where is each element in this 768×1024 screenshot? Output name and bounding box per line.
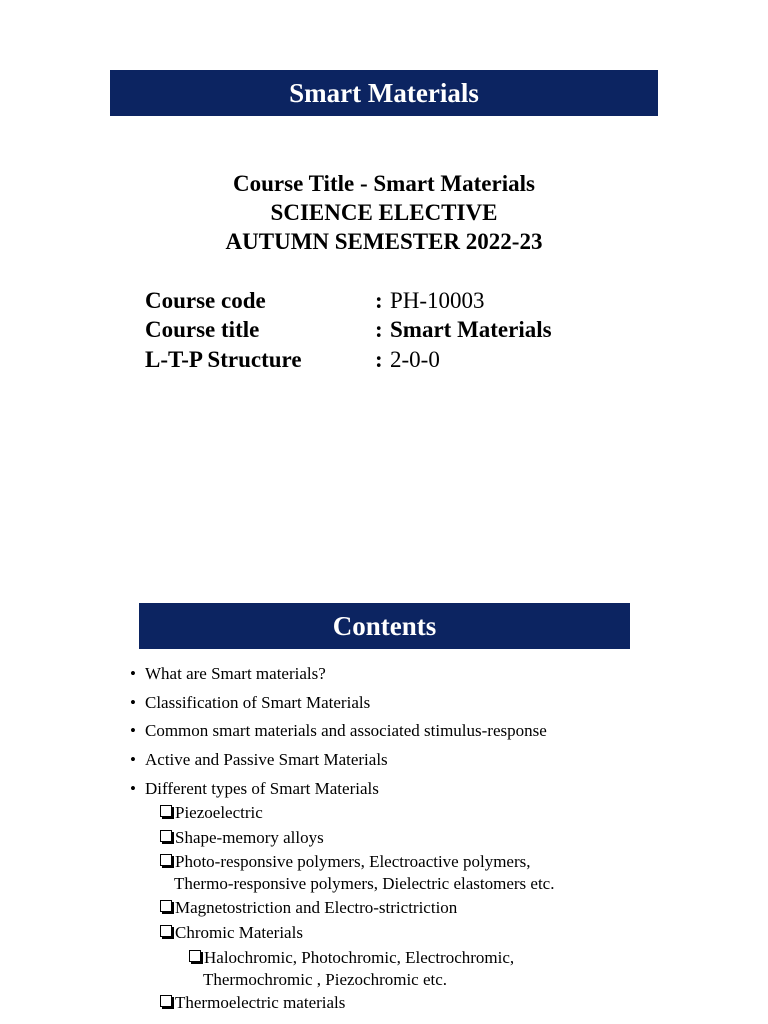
contents-banner (139, 603, 630, 649)
sub-item-text-continued: Thermochromic , Piezochromic etc. (203, 970, 448, 989)
list-item-text: Different types of Smart Materials (145, 779, 379, 798)
course-code-value: PH-10003 (390, 288, 485, 313)
sub-item-text: Halochromic, Photochromic, Electrochromic, (204, 948, 515, 967)
elective-line: SCIENCE ELECTIVE (270, 200, 498, 225)
list-item-text: Classification of Smart Materials (145, 693, 371, 712)
sub-item-text: Photo-responsive polymers, Electroactive polymers, (175, 852, 531, 871)
course-title-line: Course Title - Smart Materials (233, 171, 535, 196)
list-item-text: Active and Passive Smart Materials (145, 750, 388, 769)
sub-list-item (160, 922, 303, 944)
semester-line: AUTUMN SEMESTER 2022-23 (225, 229, 543, 254)
course-title-label: Course title (145, 317, 260, 342)
title-banner-text: Smart Materials (289, 78, 479, 108)
ltp-structure-label: L-T-P Structure (145, 347, 302, 372)
course-title-value: Smart Materials (390, 317, 552, 342)
title-banner (110, 70, 658, 116)
checkbox-bullet-icon (160, 995, 172, 1007)
sub-item-text: Chromic Materials (175, 923, 303, 942)
sub-item-text: Piezoelectric (175, 803, 263, 822)
ltp-structure-value: 2-0-0 (390, 347, 440, 372)
course-code-colon: : (375, 288, 383, 313)
sub-item-text: Thermoelectric materials (175, 993, 346, 1012)
bullet-dot: • (130, 664, 136, 683)
checkbox-bullet-icon (160, 805, 172, 817)
course-title-colon: : (375, 317, 383, 342)
checkbox-bullet-icon (160, 854, 172, 866)
bullet-dot: • (130, 779, 136, 798)
course-code-label: Course code (145, 288, 266, 313)
checkbox-bullet-icon (189, 950, 201, 962)
ltp-structure-colon: : (375, 347, 383, 372)
list-item-text: Common smart materials and associated stimulus-response (145, 721, 547, 740)
bullet-dot: • (130, 721, 136, 740)
sub-list-item (160, 851, 554, 895)
sub-list-item (160, 992, 345, 1014)
contents-banner-text: Contents (332, 611, 437, 641)
sub-list-item (160, 802, 263, 824)
list-item-text: What are Smart materials? (145, 664, 326, 683)
bullet-dot: • (130, 693, 136, 712)
sub-list-item (160, 897, 457, 919)
sub-list-item (160, 827, 324, 849)
checkbox-bullet-icon (160, 900, 172, 912)
checkbox-bullet-icon (160, 925, 172, 937)
bullet-dot: • (130, 750, 136, 769)
sub-item-text: Shape-memory alloys (175, 828, 324, 847)
sub-item-text: Magnetostriction and Electro-strictriction (175, 898, 458, 917)
checkbox-bullet-icon (160, 830, 172, 842)
sub-sub-list-item (189, 947, 514, 991)
sub-item-text-continued: Thermo-responsive polymers, Dielectric elastomers etc. (174, 874, 555, 893)
